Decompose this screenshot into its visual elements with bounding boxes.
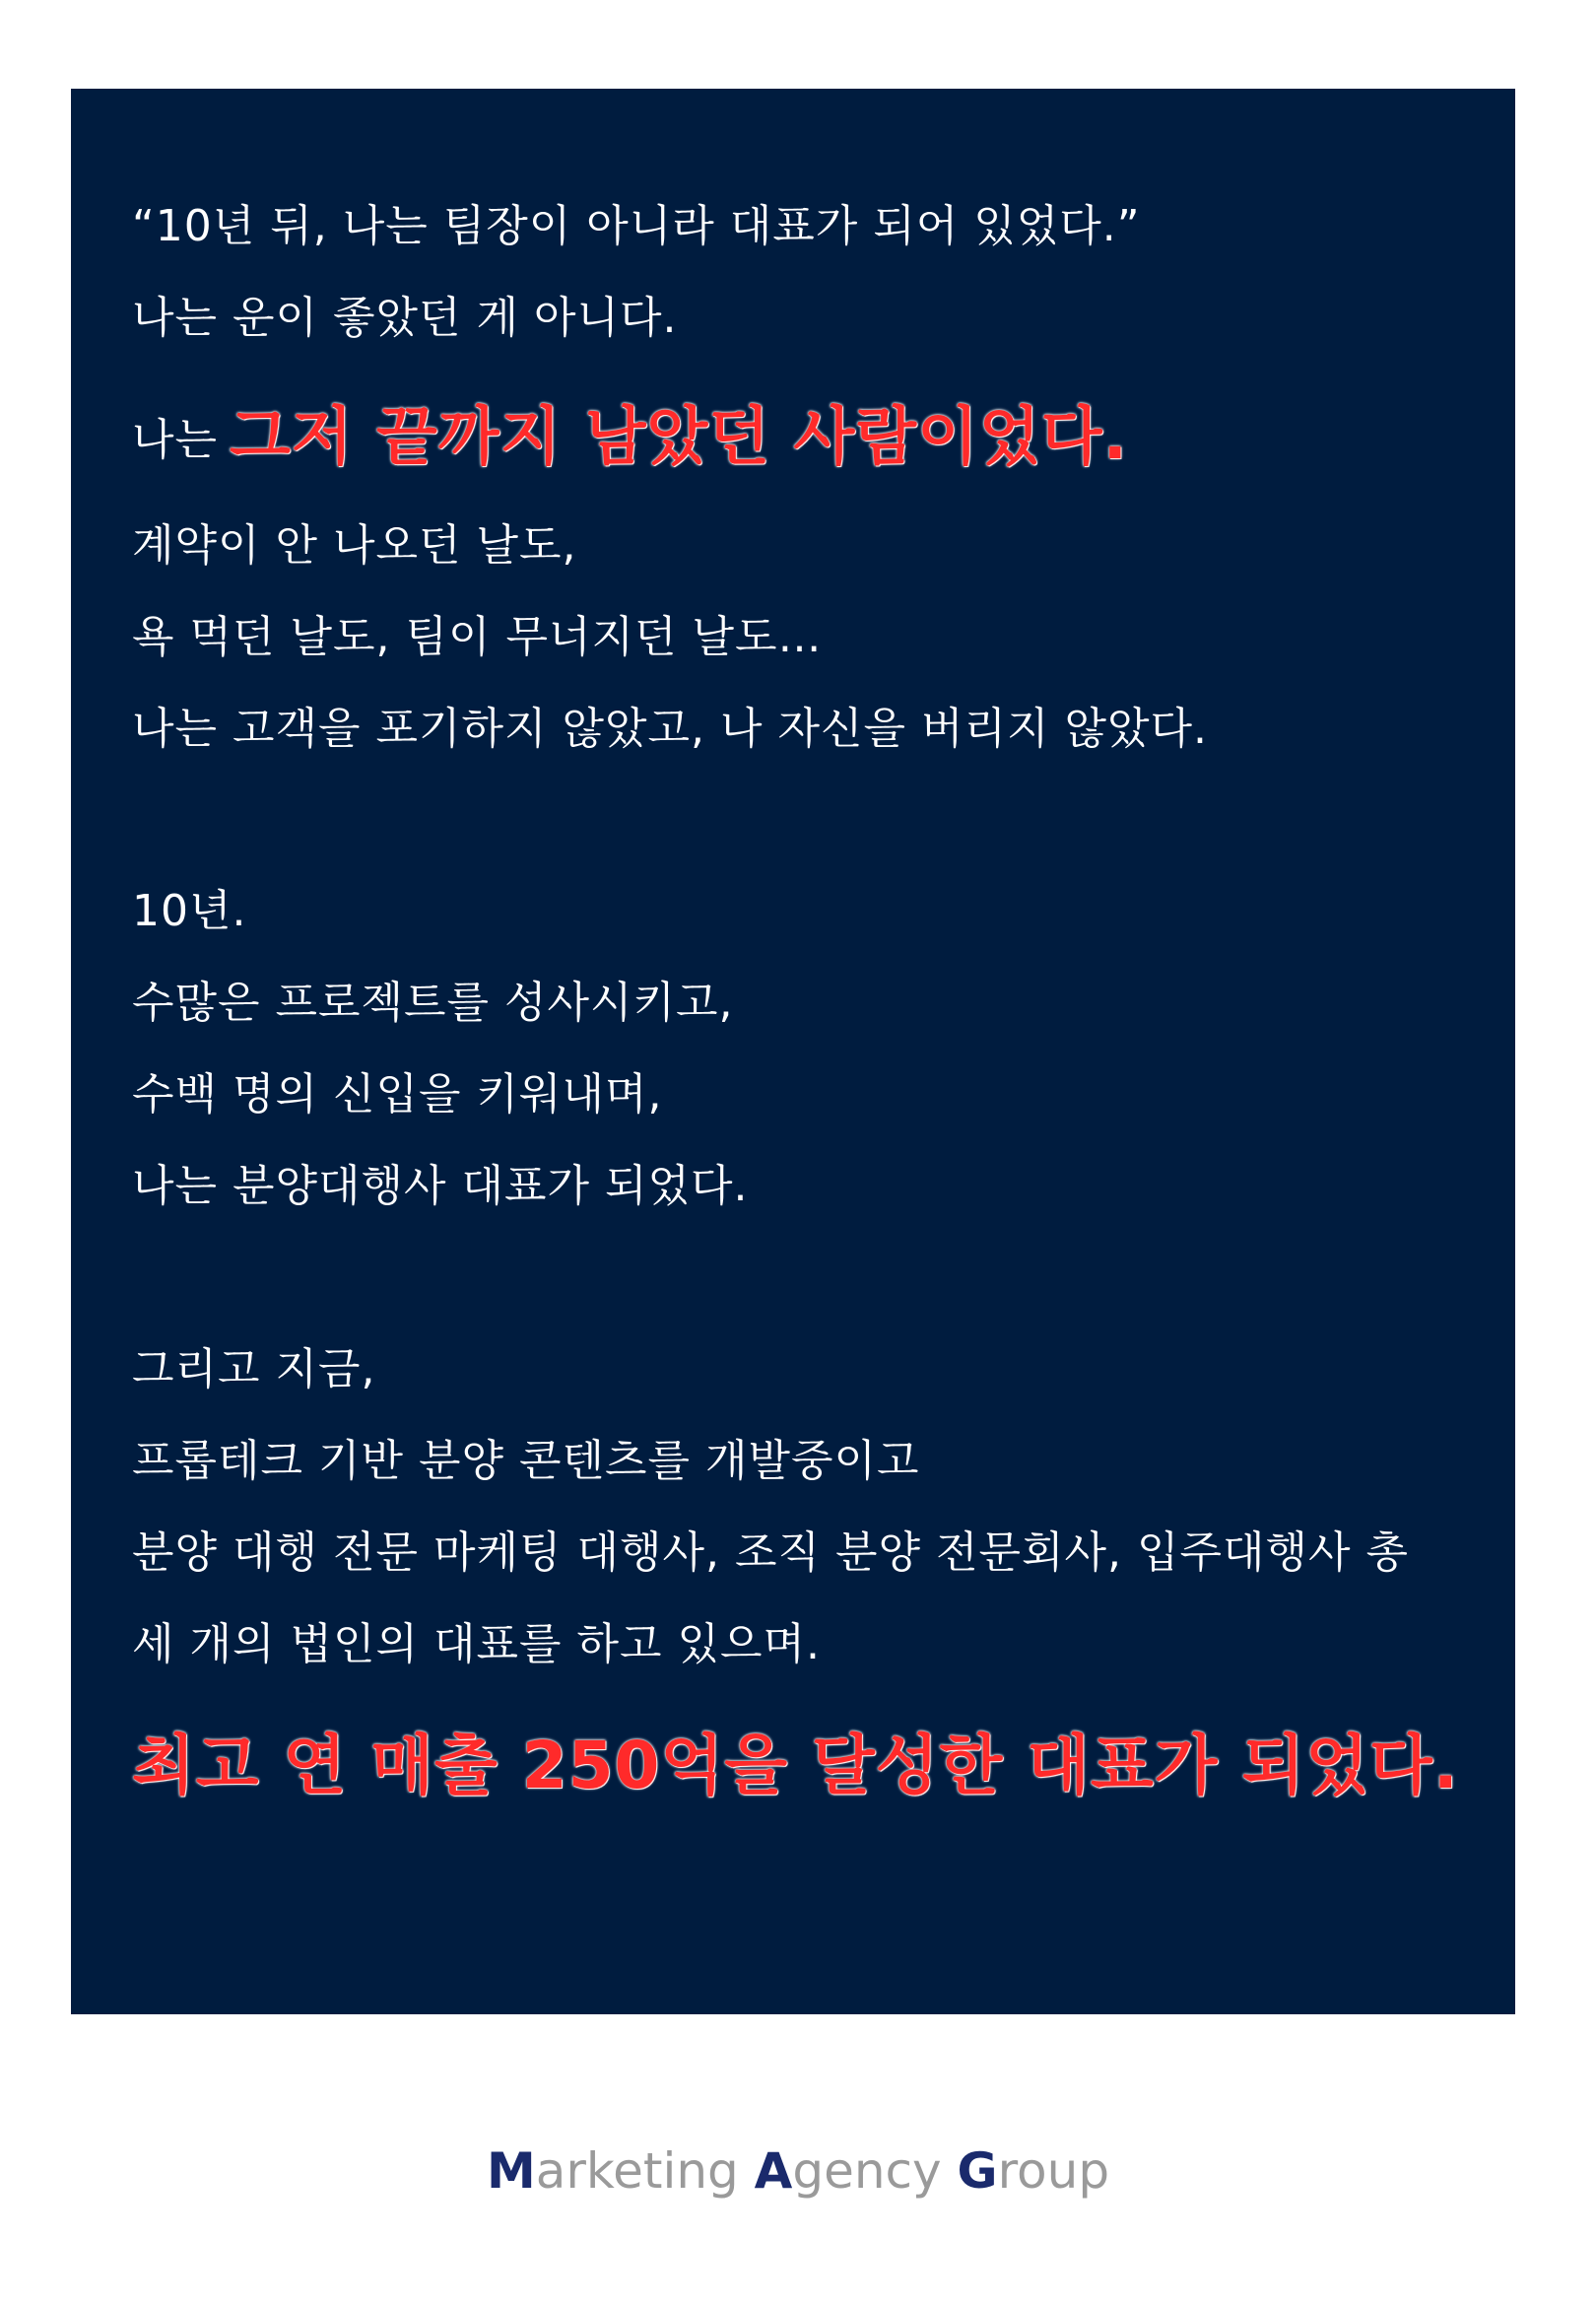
footer-initial-a: A: [754, 2142, 793, 2200]
text-line-12: 프롭테크 기반 분양 콘텐츠를 개발중이고: [132, 1436, 920, 1486]
footer-initial-g: G: [957, 2142, 998, 2200]
text-line-3-prefix: 나는: [132, 415, 219, 465]
text-line-4: 계약이 안 나오던 날도,: [132, 520, 577, 571]
text-line-6: 나는 고객을 포기하지 않았고, 나 자신을 버리지 않았다.: [132, 704, 1208, 754]
footer-initial-m: M: [486, 2142, 536, 2200]
quote-line: “10년 뒤, 나는 팀장이 아니라 대표가 되어 있었다.”: [132, 201, 1141, 251]
highlight-line-1: 그저 끝까지 남았던 사람이었다.: [230, 401, 1128, 474]
footer-logo: [0, 2136, 1596, 2205]
text-line-8: 수많은 프로젝트를 성사시키고,: [132, 978, 734, 1028]
text-line-10: 나는 분양대행사 대표가 되었다.: [132, 1161, 749, 1211]
footer-word-a: gency: [792, 2142, 958, 2200]
text-line-14: 세 개의 법인의 대표를 하고 있으며.: [132, 1619, 821, 1669]
text-line-9: 수백 명의 신입을 키워내며,: [132, 1069, 663, 1119]
text-line-2: 나는 운이 좋았던 게 아니다.: [132, 293, 678, 343]
text-line-3: [132, 401, 1128, 474]
footer-word-g: roup: [997, 2142, 1110, 2200]
text-line-13: 분양 대행 전문 마케팅 대행사, 조직 분양 전문회사, 입주대행사 총: [132, 1527, 1409, 1578]
text-line-5: 욕 먹던 날도, 팀이 무너지던 날도…: [132, 612, 823, 662]
text-line-11: 그리고 지금,: [132, 1344, 376, 1394]
text-line-7: 10년.: [132, 886, 247, 936]
highlight-line-2: 최고 연 매출 250억을 달성한 대표가 되었다.: [132, 1728, 1459, 1803]
footer-word-m: arketing: [535, 2142, 755, 2200]
